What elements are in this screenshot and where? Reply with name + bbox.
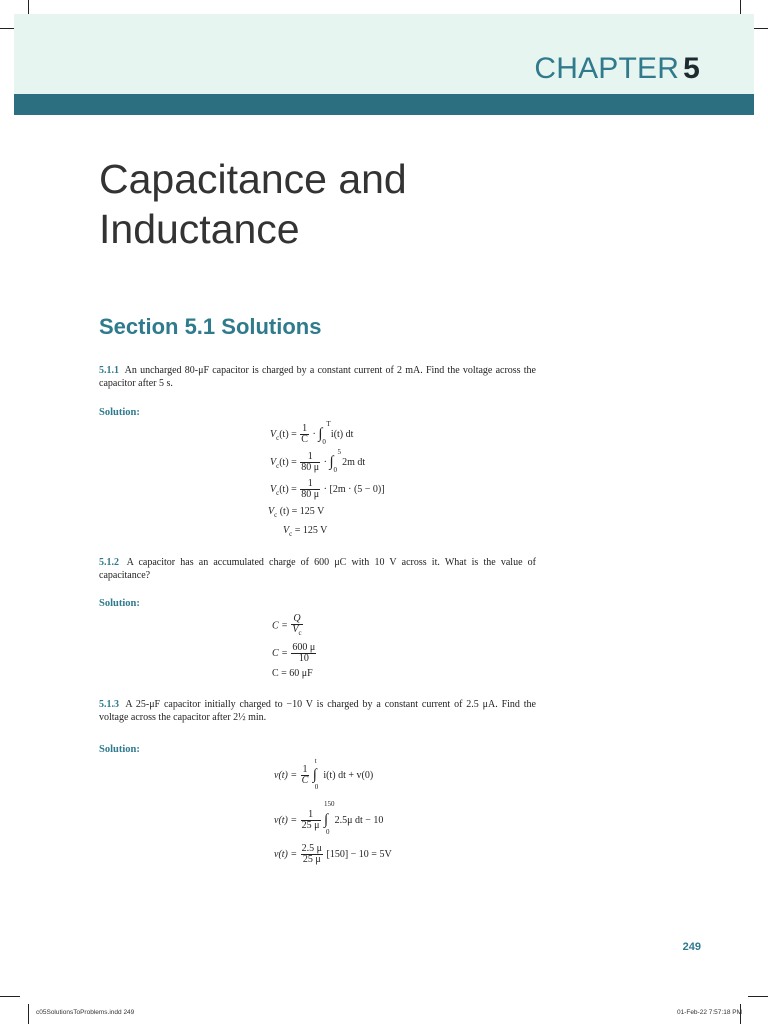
equation-line: $V_c(t)$ = $\frac{1}{80 \mu}$ · ∫ 5 0 2m dt <box>270 448 366 474</box>
equation-line: C = $\frac{Q}{V_c}$ <box>272 613 302 637</box>
integral-sign: ∫ 5 0 <box>329 448 342 474</box>
integral-sign: ∫ 150 0 <box>324 800 335 836</box>
equation-line: $V_c(t)$ = $\frac{1}{C}$ · ∫ T 0 i(t) dt <box>270 420 354 446</box>
problem-5-1-3 <box>99 698 536 724</box>
chapter-title-line1: Capacitance and <box>99 156 407 202</box>
equation-line: $V_c = 125$ V <box>283 525 328 538</box>
chapter-title <box>99 154 407 254</box>
crop-mark <box>748 996 768 997</box>
problem-number: 5.1.2 <box>99 557 119 568</box>
footer-filename: c05SolutionsToProblems.indd 249 <box>36 1009 135 1016</box>
problem-text: A capacitor has an accumulated charge of 600 μC with 10 V across it. What is the value of capacitance? <box>99 557 537 581</box>
chapter-heading <box>534 52 700 86</box>
problem-number: 5.1.3 <box>99 699 119 710</box>
integral-sign: ∫ T 0 <box>318 420 331 446</box>
equation-line: v(t) = $\frac{1}{C}$ ∫ t 0 i(t) dt + v(0) <box>274 757 374 791</box>
solution-label: Solution: <box>99 407 140 418</box>
chapter-title-line2: Inductance <box>99 206 300 252</box>
problem-text: An uncharged 80-μF capacitor is charged by a constant current of 2 mA. Find the voltage across the capacitor after 5 s. <box>99 365 536 389</box>
solution-label: Solution: <box>99 744 140 755</box>
equation-line: C = 60 μF <box>272 668 313 679</box>
chapter-label: CHAPTER <box>534 52 680 85</box>
integral-sign: ∫ t 0 <box>312 757 319 791</box>
equation-line: $V_c(t)$ = $\frac{1}{80 \mu}$ · [2m · (5 − 0)] <box>270 478 385 500</box>
equation-line: $V_c$ (t) = 125 V <box>268 506 325 519</box>
page-number: 249 <box>682 941 701 953</box>
crop-mark <box>0 996 20 997</box>
problem-text: A 25-μF capacitor initially charged to −10 V is charged by a constant current of 2.5 μA. Find the voltage across the capacitor after 2½ min. <box>99 699 536 723</box>
problem-5-1-1 <box>99 364 536 390</box>
crop-mark <box>28 1004 29 1024</box>
problem-number: 5.1.1 <box>99 365 119 376</box>
chapter-number: 5 <box>683 52 700 85</box>
footer-timestamp: 01-Feb-22 7:57:18 PM <box>676 1009 742 1016</box>
equation-line: C = $\frac{600 \mu}{10}$ <box>272 642 316 664</box>
section-title: Section 5.1 Solutions <box>99 314 322 339</box>
equation-line: v(t) = $\frac{2.5 \mu}{25 \mu}$ [150] − 10 = 5V <box>274 843 392 865</box>
problem-5-1-2 <box>99 556 536 582</box>
header-bar <box>14 94 754 115</box>
solution-label: Solution: <box>99 598 140 609</box>
equation-line: v(t) = $\frac{1}{25 \mu}$ ∫ 150 0 2.5μ dt − 10 <box>274 800 384 836</box>
